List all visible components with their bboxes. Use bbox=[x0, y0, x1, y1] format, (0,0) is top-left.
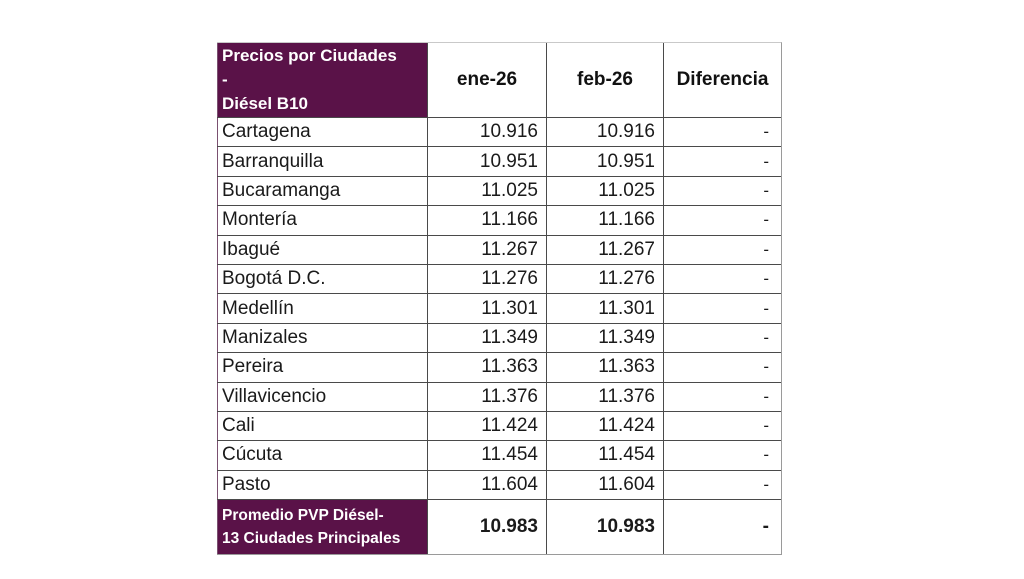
diferencia-value-cell: - bbox=[663, 177, 781, 205]
feb-value-cell: 11.454 bbox=[546, 441, 663, 469]
city-cell: Cúcuta bbox=[217, 441, 427, 469]
city-cell: Cartagena bbox=[217, 118, 427, 146]
average-label-cell bbox=[217, 500, 427, 554]
table-row bbox=[217, 353, 781, 382]
feb-value-cell: 11.276 bbox=[546, 265, 663, 293]
diferencia-value-cell: - bbox=[663, 147, 781, 175]
table-title-line3: Diésel B10 bbox=[222, 94, 308, 113]
diferencia-value-cell: - bbox=[663, 353, 781, 381]
table-row bbox=[217, 441, 781, 470]
ene-value-cell: 10.916 bbox=[427, 118, 546, 146]
table-footer-row bbox=[217, 500, 781, 555]
table-row bbox=[217, 412, 781, 441]
table-title-cell bbox=[217, 43, 427, 117]
ene-value-cell: 11.363 bbox=[427, 353, 546, 381]
table-header-row bbox=[217, 43, 781, 118]
average-ene-value: 10.983 bbox=[427, 500, 546, 554]
diferencia-value-cell: - bbox=[663, 441, 781, 469]
feb-value-cell: 11.025 bbox=[546, 177, 663, 205]
price-table bbox=[217, 42, 782, 555]
table-row bbox=[217, 265, 781, 294]
ene-value-cell: 11.454 bbox=[427, 441, 546, 469]
table-row bbox=[217, 383, 781, 412]
table-row bbox=[217, 206, 781, 235]
average-feb-value: 10.983 bbox=[546, 500, 663, 554]
table-title-line2: - bbox=[222, 70, 228, 89]
city-cell: Bogotá D.C. bbox=[217, 265, 427, 293]
feb-value-cell: 11.349 bbox=[546, 324, 663, 352]
feb-value-cell: 11.267 bbox=[546, 236, 663, 264]
table-row bbox=[217, 324, 781, 353]
diferencia-value-cell: - bbox=[663, 471, 781, 499]
city-cell: Pasto bbox=[217, 471, 427, 499]
column-header-feb: feb-26 bbox=[546, 43, 663, 117]
diferencia-value-cell: - bbox=[663, 294, 781, 322]
diferencia-value-cell: - bbox=[663, 118, 781, 146]
table-body bbox=[217, 118, 781, 500]
city-cell: Bucaramanga bbox=[217, 177, 427, 205]
table-row bbox=[217, 471, 781, 500]
feb-value-cell: 11.166 bbox=[546, 206, 663, 234]
ene-value-cell: 11.604 bbox=[427, 471, 546, 499]
feb-value-cell: 10.951 bbox=[546, 147, 663, 175]
average-label-line2: 13 Ciudades Principales bbox=[222, 530, 401, 548]
feb-value-cell: 11.424 bbox=[546, 412, 663, 440]
table-row bbox=[217, 177, 781, 206]
ene-value-cell: 11.349 bbox=[427, 324, 546, 352]
ene-value-cell: 11.376 bbox=[427, 383, 546, 411]
table-row bbox=[217, 118, 781, 147]
city-cell: Pereira bbox=[217, 353, 427, 381]
city-cell: Villavicencio bbox=[217, 383, 427, 411]
diferencia-value-cell: - bbox=[663, 236, 781, 264]
diferencia-value-cell: - bbox=[663, 383, 781, 411]
ene-value-cell: 11.276 bbox=[427, 265, 546, 293]
ene-value-cell: 10.951 bbox=[427, 147, 546, 175]
city-cell: Cali bbox=[217, 412, 427, 440]
ene-value-cell: 11.301 bbox=[427, 294, 546, 322]
feb-value-cell: 11.376 bbox=[546, 383, 663, 411]
ene-value-cell: 11.267 bbox=[427, 236, 546, 264]
average-label-line1: Promedio PVP Diésel- bbox=[222, 507, 384, 525]
table-row bbox=[217, 236, 781, 265]
city-cell: Ibagué bbox=[217, 236, 427, 264]
table-row bbox=[217, 147, 781, 176]
table-title-line1: Precios por Ciudades bbox=[222, 46, 397, 65]
column-header-ene: ene-26 bbox=[427, 43, 546, 117]
ene-value-cell: 11.166 bbox=[427, 206, 546, 234]
city-cell: Medellín bbox=[217, 294, 427, 322]
diferencia-value-cell: - bbox=[663, 324, 781, 352]
feb-value-cell: 11.604 bbox=[546, 471, 663, 499]
diferencia-value-cell: - bbox=[663, 206, 781, 234]
average-diferencia-value: - bbox=[663, 500, 781, 554]
column-header-diferencia: Diferencia bbox=[663, 43, 781, 117]
city-cell: Barranquilla bbox=[217, 147, 427, 175]
city-cell: Manizales bbox=[217, 324, 427, 352]
table-row bbox=[217, 294, 781, 323]
feb-value-cell: 11.363 bbox=[546, 353, 663, 381]
ene-value-cell: 11.025 bbox=[427, 177, 546, 205]
diferencia-value-cell: - bbox=[663, 412, 781, 440]
diferencia-value-cell: - bbox=[663, 265, 781, 293]
feb-value-cell: 10.916 bbox=[546, 118, 663, 146]
city-cell: Montería bbox=[217, 206, 427, 234]
feb-value-cell: 11.301 bbox=[546, 294, 663, 322]
ene-value-cell: 11.424 bbox=[427, 412, 546, 440]
